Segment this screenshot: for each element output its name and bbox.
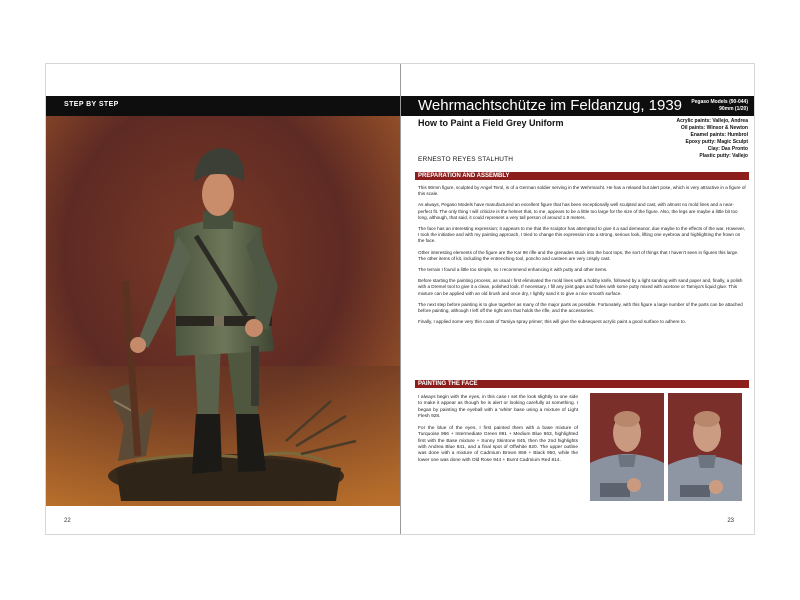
paragraph: For the blue of the eyes, I first painted them with a base mixture of Turquoise 966 + Intermediate Green 891 + Medium Blue 963, highlighted first with the Base mixture + Sunny Skintone 845, then the 2nd highlights with Andrea Blue 841, and a final spot of Offwhite 820. The upper outline was done with a mixture of Cadmium Brown 859 + Black 950, while the lower one was done with Old Rose 944 + Burnt Cadmium Red 814. <box>418 426 578 463</box>
paragraph: This 90mm figure, sculpted by Angel Terol, is of a German soldier serving in the Wehrmacht. He has a relaxed but alert pose, which is very attractive in a figure of this scale. <box>418 185 746 197</box>
material-item: Plastic putty: Vallejo <box>699 153 748 159</box>
paragraph: The face has an interesting expression; it appears to me that the sculptor has attempted to give it a sad demeanor, due maybe to the effects of the war. However, I took the initiative and with my painting approach, I tried to change this expression into a strong, serious look, lifting one eyebrow and highlighting the frown on the face. <box>418 226 746 244</box>
section-header-bar <box>46 96 400 116</box>
article-subtitle: How to Paint a Field Grey Uniform <box>418 118 564 128</box>
paragraph: As always, Pegaso Models have manufactured an excellent figure that has been exceptionally well sculpted and cast, with almost no mold lines and a near-perfect fit. The only thing I will criticize is the helmet that, to me, appears to be a little too large for the size of the figure. Also, the legs are maybe a little bit too long, although, that said, it could represent a very tall person of around 1.9 meters. <box>418 202 738 220</box>
paragraph: Before starting the painting process, as usual I first eliminated the mold lines with a hobby knife, followed by a light sanding with sand paper and, finally, a polish with a Dremel tool to give it a clean, polished look. If necessary, I fill any joint gaps and holes with some putty mixed with acetone or Tamiya's liquid glue. This mixture can be applied with an old brush and once dry, I lightly sand it to give a nice smooth surface. <box>418 278 743 296</box>
right-page <box>401 64 754 534</box>
paragraph: The next step before painting is to glue together as many of the major parts as possible. Fortunately, with this figure a large number of the parts can be attached before painting, although I left off the right arm that holds the rifle, and the accessories. <box>418 301 743 314</box>
paragraph: I always begin with the eyes, in this case I set the look slightly to one side to make it appear as though he is alert or looking carefully at something. I began by painting the eyeball with a 'white' base using a mixture of Light Flesh 928. <box>418 395 578 419</box>
publisher-info <box>691 99 748 112</box>
section-label: STEP BY STEP <box>64 101 119 108</box>
material-item: Enamel paints: Humbrol <box>690 132 748 138</box>
author-name: ERNESTO REYES STALHUTH <box>418 156 514 163</box>
soldier-figure-photo <box>46 116 400 506</box>
section-heading-preparation <box>415 172 749 180</box>
section-heading-text: PREPARATION AND ASSEMBLY <box>418 173 510 179</box>
scale-line: 90mm (1/20) <box>719 105 748 112</box>
paragraph: Finally, I applied some very thin coats of Tamiya spray primer; this will give the subsequent acrylic paint a good surface to adhere to. <box>418 319 686 325</box>
page-number-left: 22 <box>64 518 71 524</box>
paragraph: The terrain I found a little too simple, so I recommend enhancing it with putty and other items. <box>418 267 608 273</box>
page-number-right: 23 <box>727 518 734 524</box>
material-item: Oil paints: Winsor & Newton <box>680 125 748 131</box>
magazine-spread <box>45 63 755 535</box>
material-item: Clay: Das Pronto <box>707 146 748 152</box>
materials-list <box>676 118 748 160</box>
left-page <box>46 64 400 534</box>
section-heading-face <box>415 380 749 388</box>
section-heading-text: PAINTING THE FACE <box>418 381 478 387</box>
face-photo-front <box>590 393 664 501</box>
face-body <box>418 395 578 470</box>
material-item: Acrylic paints: Vallejo, Andrea <box>676 118 748 124</box>
title-bar <box>401 96 754 116</box>
material-item: Epoxy putty: Magic Sculpt <box>685 139 748 145</box>
face-photo-side <box>668 393 742 501</box>
paragraph: Other interesting elements of the figure are the Kar 98 rifle and the grenades stuck into the boot tops, the sort of things that I haven't seen in figures this large. The other items of kit, including the entrenching tool, poncho and canteen are very crisply cast. <box>418 249 739 261</box>
article-title: Wehrmachtschütze im Feldanzug, 1939 <box>418 97 683 114</box>
preparation-body <box>418 185 746 330</box>
publisher-line: Pegaso Models (90-044) <box>691 99 748 105</box>
